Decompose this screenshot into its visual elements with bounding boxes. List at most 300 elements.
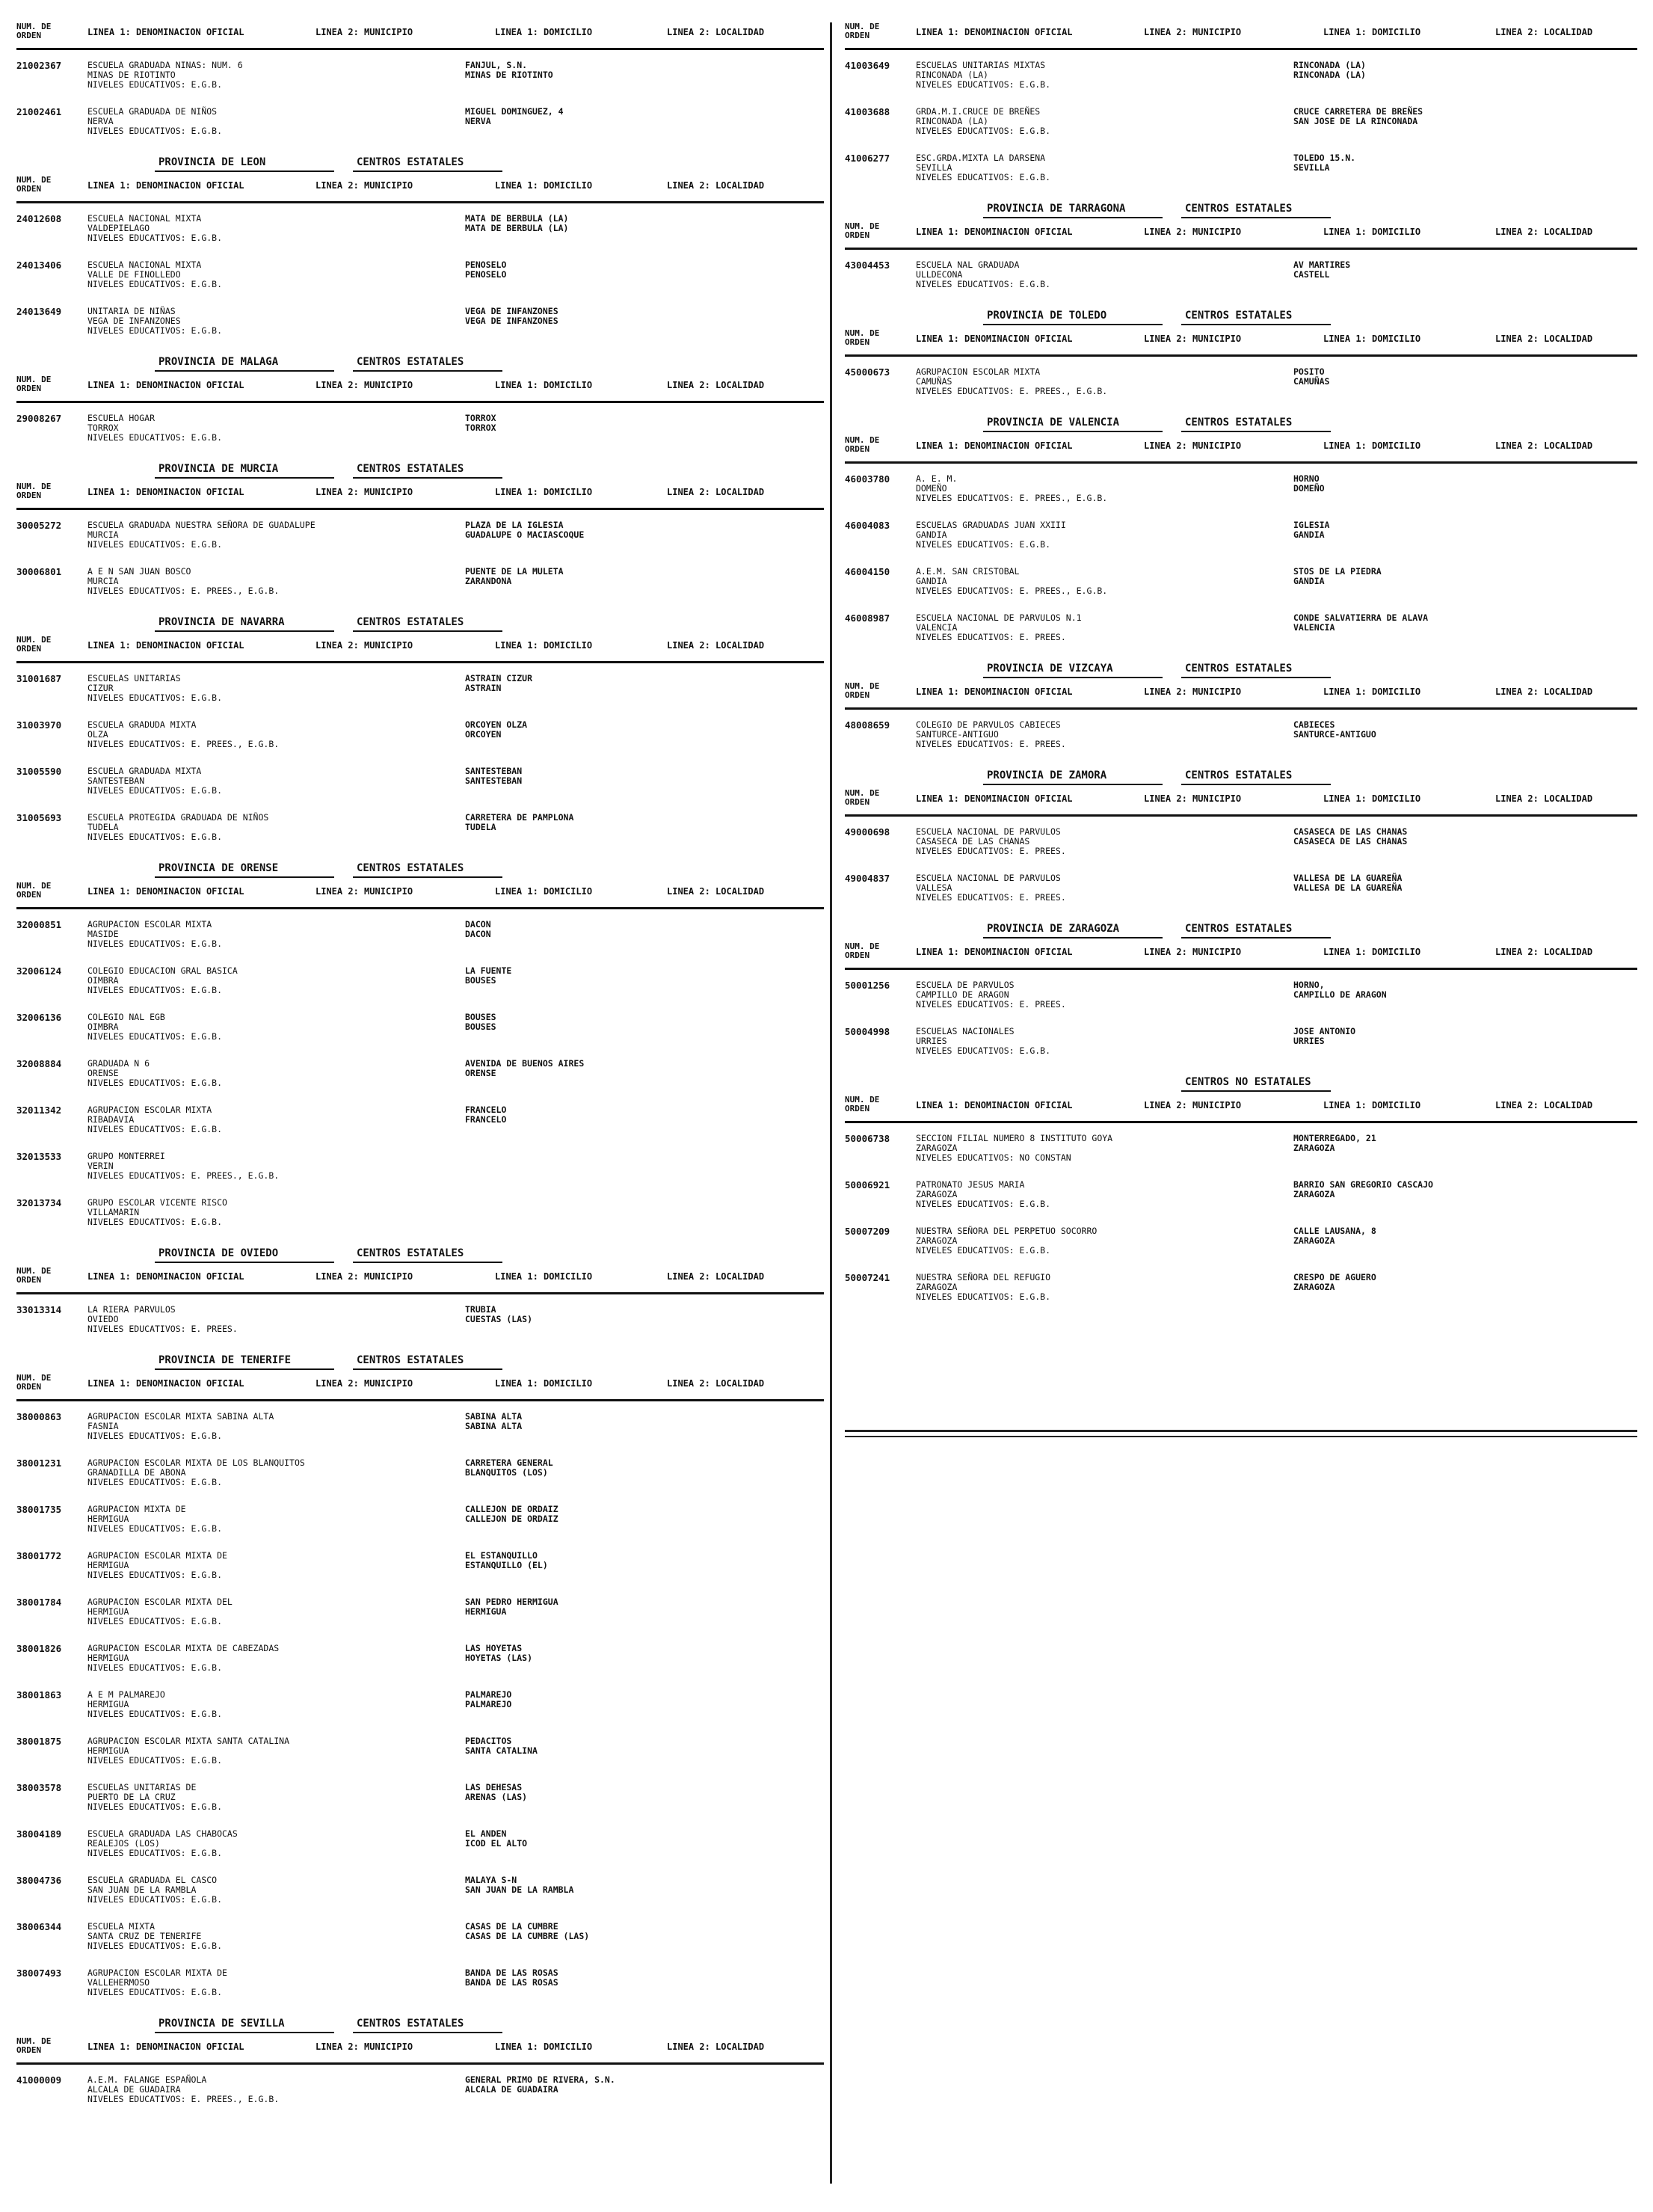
domicilio-line: ORCOYEN OLZA <box>465 719 528 730</box>
domicilio-line: CASTELL <box>1293 269 1330 280</box>
column-header <box>845 1096 1637 1123</box>
centros-label: CENTROS ESTATALES <box>357 862 464 874</box>
domicilio-block <box>1293 720 1592 740</box>
section-title <box>16 862 824 882</box>
denominacion-line: ESCUELA HOGAR <box>87 413 156 423</box>
denominacion-block <box>87 1597 431 1626</box>
domicilio-block <box>465 1922 764 1941</box>
header-denominacion: LINEA 1: DENOMINACION OFICIAL <box>87 1271 244 1282</box>
order-number: 38007493 <box>16 1967 62 1979</box>
domicilio-line: POSITO <box>1293 366 1325 377</box>
denominacion-line: ESCUELA GRADUADA DE NIÑOS <box>87 106 218 117</box>
province-underline <box>983 677 1163 678</box>
denominacion-line: HERMIGUA <box>87 1699 129 1709</box>
denominacion-line: ESCUELA NACIONAL MIXTA <box>87 213 202 224</box>
denominacion-line: VALLESA <box>916 882 952 893</box>
header-localidad: LINEA 2: LOCALIDAD <box>667 180 765 191</box>
centros-label: CENTROS ESTATALES <box>1185 769 1293 781</box>
school-entry <box>16 1198 824 1237</box>
denominacion-line: NIVELES EDUCATIVOS: E.G.B. <box>87 233 223 243</box>
centros-underline <box>1181 217 1331 218</box>
denominacion-block <box>87 1013 431 1042</box>
right-column <box>845 22 1637 1319</box>
denominacion-block <box>916 720 1260 749</box>
domicilio-line: ICOD EL ALTO <box>465 1838 528 1849</box>
denominacion-line: VERIN <box>87 1161 114 1171</box>
school-entry <box>845 61 1637 99</box>
denominacion-line: ESCUELA PROTEGIDA GRADUADA DE NIÑOS <box>87 812 269 823</box>
denominacion-line: NIVELES EDUCATIVOS: E.G.B. <box>87 279 223 289</box>
school-entry <box>845 827 1637 866</box>
header-num-orden: NUM. DE ORDEN <box>16 2036 52 2055</box>
denominacion-line: RINCONADA (LA) <box>916 70 988 80</box>
domicilio-line: BOUSES <box>465 975 496 986</box>
domicilio-block <box>465 414 764 433</box>
school-entry <box>845 367 1637 406</box>
domicilio-line: MALAYA S-N <box>465 1875 517 1885</box>
domicilio-line: CALLE LAUSANA, 8 <box>1293 1226 1376 1236</box>
centros-label: CENTROS ESTATALES <box>357 463 464 475</box>
domicilio-line: RINCONADA (LA) <box>1293 60 1366 70</box>
centros-underline <box>1181 1090 1331 1092</box>
section-title <box>16 156 824 176</box>
denominacion-block <box>87 1922 431 1951</box>
denominacion-block <box>916 980 1260 1010</box>
denominacion-line: NIVELES EDUCATIVOS: E. PREES. <box>916 632 1066 642</box>
order-number: 38004189 <box>16 1828 62 1840</box>
section-title <box>845 310 1637 329</box>
header-num-orden: NUM. DE ORDEN <box>16 635 52 654</box>
header-municipio: LINEA 2: MUNICIPIO <box>315 487 413 497</box>
centros-label: CENTROS ESTATALES <box>1185 923 1293 935</box>
domicilio-line: ZARAGOZA <box>1293 1282 1335 1292</box>
header-num-orden: NUM. DE ORDEN <box>845 221 880 240</box>
order-number: 38001863 <box>16 1689 62 1701</box>
school-entry <box>16 214 824 253</box>
denominacion-line: NIVELES EDUCATIVOS: E.G.B. <box>916 539 1051 550</box>
denominacion-line: NIVELES EDUCATIVOS: E.G.B. <box>87 1709 223 1719</box>
denominacion-line: NIVELES EDUCATIVOS: E.G.B. <box>87 1570 223 1580</box>
order-number: 50006921 <box>845 1179 890 1191</box>
denominacion-line: OLZA <box>87 729 108 740</box>
denominacion-line: REALEJOS (LOS) <box>87 1838 160 1849</box>
header-domicilio: LINEA 1: DOMICILIO <box>495 380 593 390</box>
domicilio-block <box>465 813 764 832</box>
domicilio-line: BOUSES <box>465 1021 496 1032</box>
denominacion-line: NIVELES EDUCATIVOS: E.G.B. <box>916 1199 1051 1209</box>
denominacion-block <box>87 1736 431 1766</box>
centros-underline <box>1181 324 1331 325</box>
section-title <box>16 616 824 636</box>
school-entry <box>16 1059 824 1098</box>
order-number: 46004150 <box>845 566 890 577</box>
denominacion-line: NIVELES EDUCATIVOS: E. PREES., E.G.B. <box>87 586 280 596</box>
denominacion-block <box>87 920 431 949</box>
domicilio-line: VALLESA DE LA GUAREÑA <box>1293 873 1403 883</box>
header-localidad: LINEA 2: LOCALIDAD <box>667 487 765 497</box>
denominacion-block <box>87 1875 431 1905</box>
province-underline <box>155 876 334 878</box>
header-domicilio: LINEA 1: DOMICILIO <box>495 27 593 37</box>
denominacion-line: NIVELES EDUCATIVOS: E. PREES. <box>87 1324 238 1334</box>
domicilio-line: LAS HOYETAS <box>465 1643 523 1653</box>
denominacion-block <box>87 1059 431 1088</box>
school-entry <box>845 1134 1637 1173</box>
province-name: PROVINCIA DE NAVARRA <box>158 616 285 628</box>
order-number: 38001772 <box>16 1550 62 1561</box>
denominacion-line: SAN JUAN DE LA RAMBLA <box>87 1884 197 1895</box>
domicilio-line: CASAS DE LA CUMBRE (LAS) <box>465 1931 590 1941</box>
order-number: 31003970 <box>16 719 62 731</box>
province-name: PROVINCIA DE ZARAGOZA <box>987 923 1120 935</box>
order-number: 38001784 <box>16 1597 62 1608</box>
domicilio-block <box>1293 153 1592 173</box>
domicilio-line: CARRETERA DE PAMPLONA <box>465 812 574 823</box>
column-divider <box>830 22 832 2184</box>
header-domicilio: LINEA 1: DOMICILIO <box>495 1271 593 1282</box>
domicilio-line: ASTRAIN <box>465 683 502 693</box>
denominacion-line: A.E.M. FALANGE ESPAÑOLA <box>87 2074 207 2085</box>
domicilio-block <box>1293 613 1592 633</box>
denominacion-line: NIVELES EDUCATIVOS: E.G.B. <box>87 985 223 995</box>
header-municipio: LINEA 2: MUNICIPIO <box>1144 947 1242 957</box>
domicilio-block <box>465 766 764 786</box>
header-municipio: LINEA 2: MUNICIPIO <box>1144 27 1242 37</box>
province-section <box>845 923 1637 1066</box>
denominacion-line: RIBADAVIA <box>87 1114 135 1125</box>
denominacion-block <box>87 307 431 336</box>
denominacion-line: AGRUPACION ESCOLAR MIXTA DE <box>87 1550 227 1561</box>
school-entry <box>845 613 1637 652</box>
header-num-orden: NUM. DE ORDEN <box>845 941 880 960</box>
domicilio-block <box>1293 1180 1592 1199</box>
denominacion-line: AGRUPACION ESCOLAR MIXTA DEL <box>87 1597 233 1607</box>
province-underline <box>155 170 334 172</box>
domicilio-block <box>465 720 764 740</box>
header-localidad: LINEA 2: LOCALIDAD <box>1495 793 1593 804</box>
domicilio-line: STOS DE LA PIEDRA <box>1293 566 1382 577</box>
province-name: PROVINCIA DE ZAMORA <box>987 769 1107 781</box>
centros-label: CENTROS NO ESTATALES <box>1185 1076 1311 1088</box>
school-entry <box>845 720 1637 759</box>
denominacion-line: ZARAGOZA <box>916 1143 958 1153</box>
header-denominacion: LINEA 1: DENOMINACION OFICIAL <box>87 1378 244 1389</box>
domicilio-line: CASAS DE LA CUMBRE <box>465 1921 558 1932</box>
domicilio-line: CALLEJON DE ORDAIZ <box>465 1504 558 1514</box>
denominacion-line: NIVELES EDUCATIVOS: E. PREES. <box>916 739 1066 749</box>
denominacion-line: NIVELES EDUCATIVOS: E.G.B. <box>87 432 223 443</box>
domicilio-block <box>1293 1226 1592 1246</box>
header-localidad: LINEA 2: LOCALIDAD <box>667 1378 765 1389</box>
centros-underline <box>1181 431 1331 432</box>
order-number: 31005693 <box>16 812 62 823</box>
denominacion-line: NIVELES EDUCATIVOS: E.G.B. <box>87 1987 223 1997</box>
denominacion-line: ESCUELAS NACIONALES <box>916 1026 1015 1036</box>
denominacion-line: VEGA DE INFANZONES <box>87 316 181 326</box>
denominacion-line: NIVELES EDUCATIVOS: E. PREES. <box>916 846 1066 856</box>
domicilio-line: SANTESTEBAN <box>465 775 523 786</box>
header-municipio: LINEA 2: MUNICIPIO <box>315 380 413 390</box>
domicilio-line: BOUSES <box>465 1012 496 1022</box>
province-name: PROVINCIA DE TOLEDO <box>987 310 1107 322</box>
denominacion-block <box>87 674 431 703</box>
province-section <box>16 1354 824 2007</box>
centros-underline <box>353 630 502 632</box>
domicilio-block <box>465 1505 764 1524</box>
order-number: 32000851 <box>16 919 62 930</box>
order-number: 48008659 <box>845 719 890 731</box>
school-entry <box>845 520 1637 559</box>
section-title <box>845 923 1637 942</box>
province-section <box>16 156 824 345</box>
province-section <box>845 769 1637 912</box>
domicilio-line: ZARAGOZA <box>1293 1143 1335 1153</box>
header-denominacion: LINEA 1: DENOMINACION OFICIAL <box>87 886 244 897</box>
denominacion-block <box>916 107 1260 136</box>
header-denominacion: LINEA 1: DENOMINACION OFICIAL <box>87 640 244 651</box>
centros-label: CENTROS ESTATALES <box>357 2018 464 2030</box>
domicilio-block <box>1293 1134 1592 1153</box>
centros-label: CENTROS ESTATALES <box>357 356 464 368</box>
header-municipio: LINEA 2: MUNICIPIO <box>1144 686 1242 697</box>
province-section <box>845 1076 1637 1312</box>
denominacion-line: OVIEDO <box>87 1314 119 1324</box>
domicilio-line: ZARANDONA <box>465 576 512 586</box>
header-municipio: LINEA 2: MUNICIPIO <box>315 1378 413 1389</box>
column-header <box>16 882 824 909</box>
domicilio-line: BLANQUITOS (LOS) <box>465 1467 548 1478</box>
denominacion-line: NIVELES EDUCATIVOS: E.G.B. <box>916 1045 1051 1056</box>
domicilio-block <box>1293 474 1592 494</box>
denominacion-line: AGRUPACION ESCOLAR MIXTA DE CABEZADAS <box>87 1643 280 1653</box>
domicilio-line: ZARAGOZA <box>1293 1235 1335 1246</box>
school-entry <box>845 873 1637 912</box>
order-number: 31005590 <box>16 766 62 777</box>
order-number: 32006124 <box>16 965 62 977</box>
province-underline <box>155 477 334 479</box>
domicilio-block <box>465 1013 764 1032</box>
domicilio-line: FRANCELO <box>465 1105 507 1115</box>
denominacion-line: NIVELES EDUCATIVOS: E.G.B. <box>916 279 1051 289</box>
denominacion-block <box>87 1829 431 1858</box>
domicilio-block <box>465 1412 764 1431</box>
order-number: 49000698 <box>845 826 890 838</box>
domicilio-line: CASASECA DE LAS CHANAS <box>1293 826 1408 837</box>
denominacion-line: SEVILLA <box>916 162 952 173</box>
header-municipio: LINEA 2: MUNICIPIO <box>315 640 413 651</box>
school-entry <box>16 920 824 959</box>
domicilio-block <box>465 1551 764 1570</box>
denominacion-block <box>87 107 431 136</box>
denominacion-line: ESCUELA GRADUADA NINAS: NUM. 6 <box>87 60 243 70</box>
denominacion-line: GRUPO ESCOLAR VICENTE RISCO <box>87 1197 227 1208</box>
province-section <box>845 22 1637 192</box>
header-denominacion: LINEA 1: DENOMINACION OFICIAL <box>87 27 244 37</box>
order-number: 24013406 <box>16 259 62 271</box>
denominacion-line: ESCUELA NACIONAL DE PARVULOS <box>916 873 1061 883</box>
province-underline <box>155 1368 334 1370</box>
denominacion-block <box>916 613 1260 642</box>
centros-label: CENTROS ESTATALES <box>1185 310 1293 322</box>
province-underline <box>983 217 1163 218</box>
denominacion-line: ESCUELA NACIONAL DE PARVULOS N.1 <box>916 612 1082 623</box>
order-number: 30005272 <box>16 520 62 531</box>
domicilio-line: ALCALA DE GUADAIRA <box>465 2084 558 2095</box>
denominacion-line: NIVELES EDUCATIVOS: E.G.B. <box>916 79 1051 90</box>
header-municipio: LINEA 2: MUNICIPIO <box>1144 334 1242 344</box>
domicilio-line: LA FUENTE <box>465 965 512 976</box>
domicilio-line: MIGUEL DOMINGUEZ, 4 <box>465 106 564 117</box>
domicilio-line: PUENTE DE LA MULETA <box>465 566 564 577</box>
header-denominacion: LINEA 1: DENOMINACION OFICIAL <box>916 686 1073 697</box>
domicilio-block <box>465 1968 764 1988</box>
domicilio-line: CAMUÑAS <box>1293 376 1330 387</box>
section-title <box>845 417 1637 436</box>
header-denominacion: LINEA 1: DENOMINACION OFICIAL <box>87 487 244 497</box>
header-domicilio: LINEA 1: DOMICILIO <box>1323 947 1421 957</box>
header-denominacion: LINEA 1: DENOMINACION OFICIAL <box>916 227 1073 237</box>
header-domicilio: LINEA 1: DOMICILIO <box>1323 227 1421 237</box>
domicilio-line: CARRETERA GENERAL <box>465 1457 553 1468</box>
order-number: 41003688 <box>845 106 890 117</box>
column-header <box>16 22 824 50</box>
header-denominacion: LINEA 1: DENOMINACION OFICIAL <box>916 27 1073 37</box>
denominacion-line: NIVELES EDUCATIVOS: E.G.B. <box>87 325 223 336</box>
header-denominacion: LINEA 1: DENOMINACION OFICIAL <box>87 380 244 390</box>
column-header <box>845 942 1637 970</box>
school-entry <box>16 1551 824 1590</box>
header-num-orden: NUM. DE ORDEN <box>845 681 880 700</box>
domicilio-block <box>465 1059 764 1078</box>
order-number: 32011342 <box>16 1105 62 1116</box>
denominacion-line: ESCUELA MIXTA <box>87 1921 156 1932</box>
header-municipio: LINEA 2: MUNICIPIO <box>1144 440 1242 451</box>
denominacion-line: ESCUELA NACIONAL DE PARVULOS <box>916 826 1061 837</box>
order-number: 50004998 <box>845 1026 890 1037</box>
order-number: 38003578 <box>16 1782 62 1793</box>
denominacion-block <box>87 567 431 596</box>
denominacion-block <box>87 1690 431 1719</box>
denominacion-line: NIVELES EDUCATIVOS: E.G.B. <box>87 692 223 703</box>
denominacion-line: NIVELES EDUCATIVOS: E.G.B. <box>87 1616 223 1626</box>
order-number: 50007209 <box>845 1226 890 1237</box>
denominacion-line: SANTURCE-ANTIGUO <box>916 729 999 740</box>
denominacion-line: NIVELES EDUCATIVOS: E.G.B. <box>916 172 1051 182</box>
denominacion-line: AGRUPACION ESCOLAR MIXTA <box>87 919 212 930</box>
domicilio-block <box>1293 520 1592 540</box>
header-municipio: LINEA 2: MUNICIPIO <box>1144 227 1242 237</box>
domicilio-block <box>465 214 764 233</box>
denominacion-line: MURCIA <box>87 576 119 586</box>
school-entry <box>16 1305 824 1344</box>
header-num-orden: NUM. DE ORDEN <box>16 881 52 900</box>
school-entry <box>845 1027 1637 1066</box>
denominacion-block <box>916 474 1260 503</box>
domicilio-line: HOYETAS (LAS) <box>465 1653 533 1663</box>
order-number: 30006801 <box>16 566 62 577</box>
school-entry <box>16 1875 824 1914</box>
order-number: 46008987 <box>845 612 890 624</box>
denominacion-line: PUERTO DE LA CRUZ <box>87 1792 176 1802</box>
denominacion-block <box>87 1505 431 1534</box>
school-entry <box>16 1968 824 2007</box>
denominacion-line: NIVELES EDUCATIVOS: E. PREES., E.G.B. <box>916 586 1108 596</box>
denominacion-line: COLEGIO EDUCACION GRAL BASICA <box>87 965 238 976</box>
order-number: 38001875 <box>16 1736 62 1747</box>
denominacion-line: NIVELES EDUCATIVOS: E.G.B. <box>916 1245 1051 1256</box>
domicilio-block <box>1293 61 1592 80</box>
denominacion-line: ZARAGOZA <box>916 1189 958 1199</box>
centros-label: CENTROS ESTATALES <box>357 156 464 168</box>
school-entry <box>16 107 824 146</box>
province-underline <box>155 1262 334 1263</box>
domicilio-line: GANDIA <box>1293 576 1325 586</box>
order-number: 50001256 <box>845 980 890 991</box>
denominacion-line: NIVELES EDUCATIVOS: E.G.B. <box>916 126 1051 136</box>
school-entry <box>16 674 824 713</box>
column-header <box>16 636 824 663</box>
denominacion-block <box>87 766 431 796</box>
domicilio-line: SABINA ALTA <box>465 1411 523 1422</box>
centros-label: CENTROS ESTATALES <box>357 1247 464 1259</box>
domicilio-block <box>465 1783 764 1802</box>
order-number: 43004453 <box>845 259 890 271</box>
denominacion-line: NIVELES EDUCATIVOS: E.G.B. <box>87 1477 223 1487</box>
denominacion-block <box>916 1273 1260 1302</box>
order-number: 29008267 <box>16 413 62 424</box>
centros-label: CENTROS ESTATALES <box>1185 663 1293 675</box>
denominacion-block <box>87 1198 431 1227</box>
denominacion-line: GRADUADA N 6 <box>87 1058 150 1069</box>
header-localidad: LINEA 2: LOCALIDAD <box>1495 686 1593 697</box>
denominacion-line: UNITARIA DE NIÑAS <box>87 306 176 316</box>
domicilio-line: GUADALUPE O MACIASCOQUE <box>465 529 585 540</box>
domicilio-line: LAS DEHESAS <box>465 1782 523 1792</box>
denominacion-line: NIVELES EDUCATIVOS: E.G.B. <box>87 1217 223 1227</box>
school-entry <box>845 1226 1637 1265</box>
header-localidad: LINEA 2: LOCALIDAD <box>667 1271 765 1282</box>
domicilio-line: PENOSELO <box>465 259 507 270</box>
domicilio-block <box>465 920 764 939</box>
domicilio-block <box>1293 367 1592 387</box>
denominacion-line: OIMBRA <box>87 975 119 986</box>
domicilio-block <box>1293 1027 1592 1046</box>
denominacion-block <box>87 1458 431 1487</box>
order-number: 38004736 <box>16 1875 62 1886</box>
order-number: 45000673 <box>845 366 890 378</box>
denominacion-line: AGRUPACION ESCOLAR MIXTA SABINA ALTA <box>87 1411 274 1422</box>
centros-label: CENTROS ESTATALES <box>1185 417 1293 428</box>
header-domicilio: LINEA 1: DOMICILIO <box>495 886 593 897</box>
denominacion-block <box>87 813 431 842</box>
school-entry <box>16 1922 824 1961</box>
denominacion-line: ESCUELAS GRADUADAS JUAN XXIII <box>916 520 1066 530</box>
column-header <box>845 329 1637 357</box>
school-entry <box>16 766 824 805</box>
header-municipio: LINEA 2: MUNICIPIO <box>315 180 413 191</box>
denominacion-line: CIZUR <box>87 683 114 693</box>
header-municipio: LINEA 2: MUNICIPIO <box>315 27 413 37</box>
denominacion-line: ESCUELA NAL GRADUADA <box>916 259 1020 270</box>
domicilio-line: AV MARTIRES <box>1293 259 1351 270</box>
denominacion-line: AGRUPACION MIXTA DE <box>87 1504 186 1514</box>
domicilio-block <box>465 1305 764 1324</box>
denominacion-block <box>916 1027 1260 1056</box>
header-denominacion: LINEA 1: DENOMINACION OFICIAL <box>87 2042 244 2052</box>
province-section <box>845 203 1637 299</box>
header-localidad: LINEA 2: LOCALIDAD <box>667 886 765 897</box>
domicilio-line: PALMAREJO <box>465 1689 512 1700</box>
